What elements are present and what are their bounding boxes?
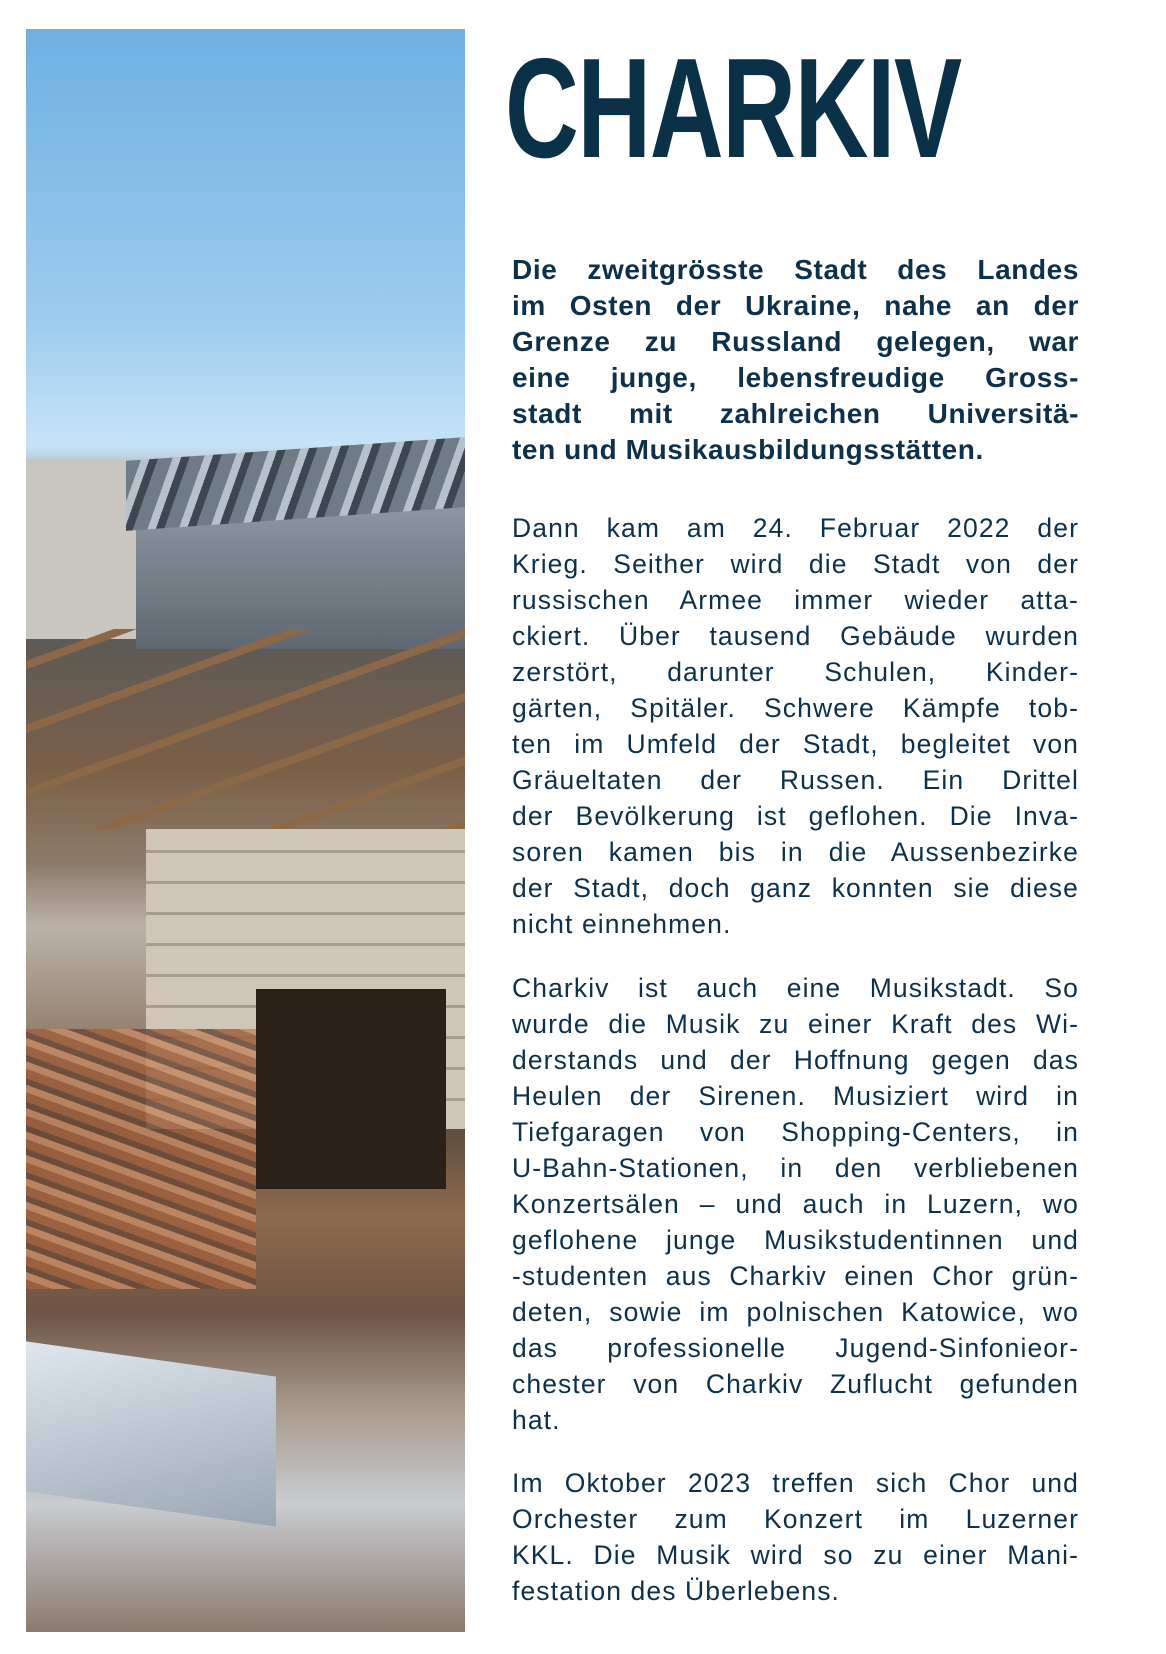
text-line: im Osten der Ukraine, nahe an der xyxy=(512,290,1079,321)
text-line: Tiefgaragen von Shopping-Centers, in xyxy=(512,1117,1079,1147)
text-line: KKL. Die Musik wird so zu einer Mani- xyxy=(512,1540,1079,1570)
text-line: Heulen der Sirenen. Musiziert wird in xyxy=(512,1081,1079,1111)
text-line: Im Oktober 2023 treffen sich Chor und xyxy=(512,1468,1079,1498)
text-line: -studenten aus Charkiv einen Chor grün- xyxy=(512,1261,1079,1291)
ruined-building xyxy=(26,459,136,639)
text-line: ten und Musikausbildungsstätten. xyxy=(512,434,984,465)
text-line: ten im Umfeld der Stadt, begleitet von xyxy=(512,729,1079,759)
debris xyxy=(26,629,465,829)
text-line: geflohene junge Musikstudentinnen und xyxy=(512,1225,1079,1255)
text-line: Krieg. Seither wird die Stadt von der xyxy=(512,549,1079,579)
text-line: Gräueltaten der Russen. Ein Drittel xyxy=(512,765,1079,795)
text-line: ckiert. Über tausend Gebäude wurden xyxy=(512,621,1079,651)
destroyed-buildings-photo xyxy=(26,29,465,1632)
text-line: stadt mit zahlreichen Universitä- xyxy=(512,398,1079,429)
text-line: derstands und der Hoffnung gegen das xyxy=(512,1045,1079,1075)
text-line: hat. xyxy=(512,1405,561,1435)
metal-sheet xyxy=(26,1341,276,1526)
text-line: das professionelle Jugend-Sinfonieor- xyxy=(512,1333,1079,1363)
text-line: chester von Charkiv Zuflucht gefunden xyxy=(512,1369,1079,1399)
text-line: soren kamen bis in die Aussenbezirke xyxy=(512,837,1079,867)
text-line: russischen Armee immer wieder atta- xyxy=(512,585,1079,615)
text-line: deten, sowie im polnischen Katowice, wo xyxy=(512,1297,1079,1327)
lead-paragraph xyxy=(512,252,1079,468)
text-line: Orchester zum Konzert im Luzerner xyxy=(512,1504,1079,1534)
text-line: der Stadt, doch ganz konnten sie diese xyxy=(512,873,1079,903)
text-line: Konzertsälen – und auch in Luzern, wo xyxy=(512,1189,1079,1219)
text-line: eine junge, lebensfreudige Gross- xyxy=(512,362,1079,393)
text-line: gärten, Spitäler. Schwere Kämpfe tob- xyxy=(512,693,1079,723)
brick-rubble xyxy=(26,1029,256,1289)
body-paragraph-3 xyxy=(512,1465,1079,1609)
body-paragraph-2 xyxy=(512,970,1079,1438)
text-line: festation des Überlebens. xyxy=(512,1576,841,1606)
text-line: U-Bahn-Stationen, in den verbliebenen xyxy=(512,1153,1079,1183)
text-line: Dann kam am 24. Februar 2022 der xyxy=(512,513,1079,543)
page-title: CHARKIV xyxy=(505,29,961,188)
text-line: der Bevölkerung ist geflohen. Die Inva- xyxy=(512,801,1079,831)
text-line: nicht einnehmen. xyxy=(512,909,732,939)
text-line: Grenze zu Russland gelegen, war xyxy=(512,326,1079,357)
text-line: wurde die Musik zu einer Kraft des Wi- xyxy=(512,1009,1079,1039)
text-line: zerstört, darunter Schulen, Kinder- xyxy=(512,657,1079,687)
text-line: Charkiv ist auch eine Musikstadt. So xyxy=(512,973,1079,1003)
text-line: Die zweitgrösste Stadt des Landes xyxy=(512,254,1079,285)
body-paragraph-1 xyxy=(512,510,1079,942)
wall-opening xyxy=(256,989,446,1189)
